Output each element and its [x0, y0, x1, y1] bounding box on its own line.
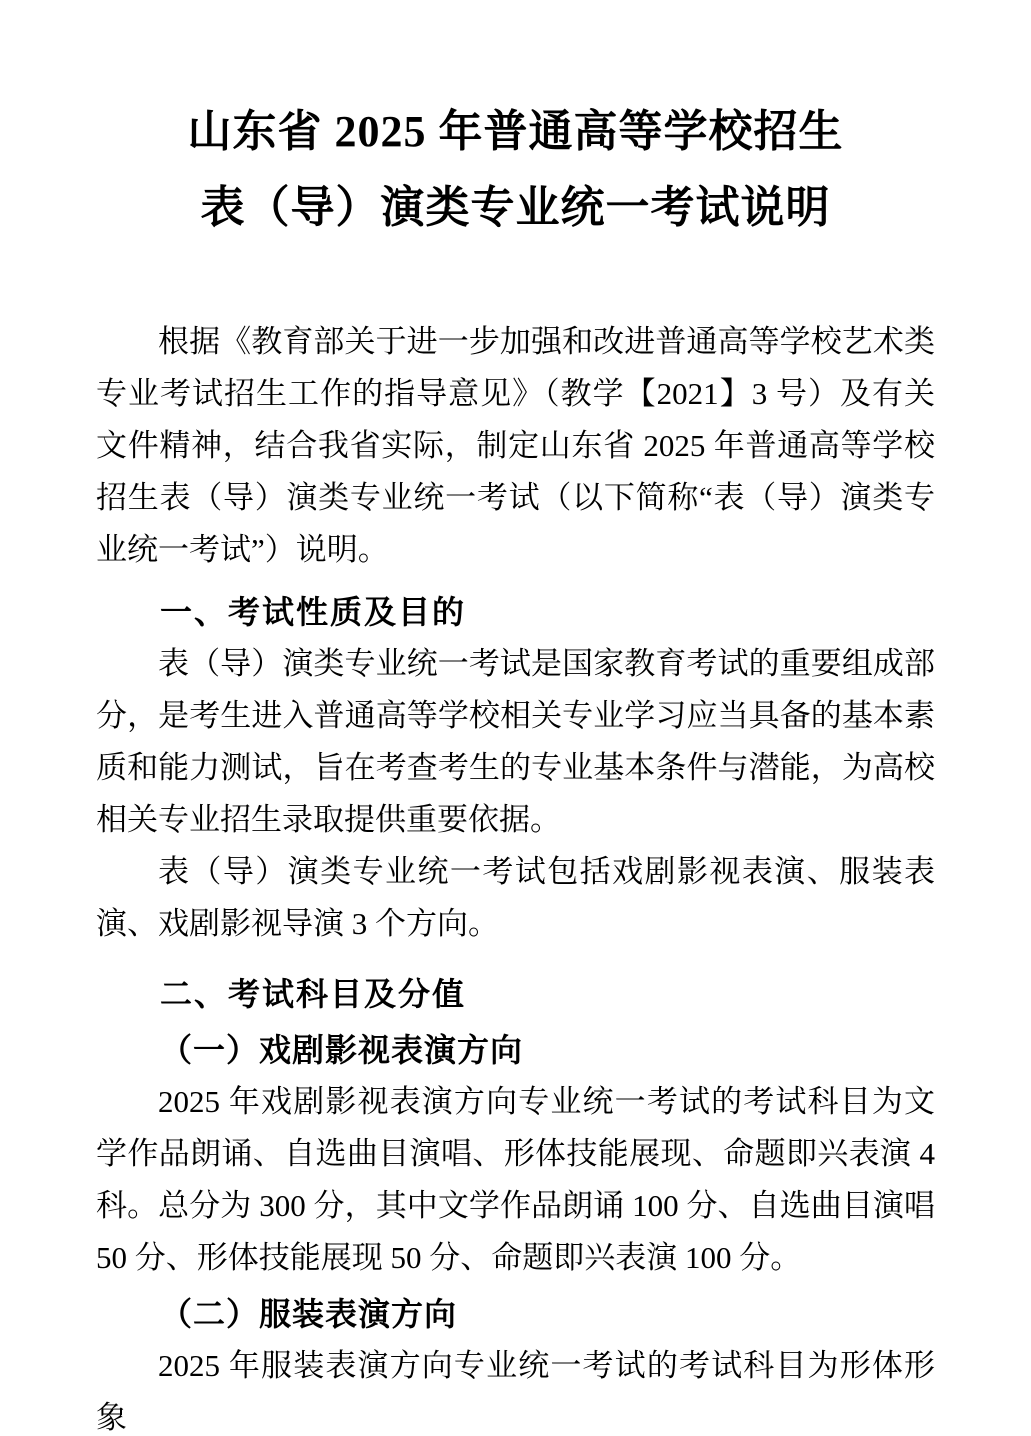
document-title-line-1: 山东省 2025 年普通高等学校招生: [187, 107, 844, 156]
intro-paragraph: 根据《教育部关于进一步加强和改进普通高等学校艺术类专业考试招生工作的指导意见》（教学【2021】3 号）及有关文件精神，结合我省实际，制定山东省 2025 年普通高等学校招生表（导）演类专业统一考试（以下简称“表（导）演类专业统一考试”）说明。: [96, 324, 935, 567]
section-2-sub-1-paragraph: 2025 年戏剧影视表演方向专业统一考试的考试科目为文学作品朗诵、自选曲目演唱、形体技能展现、命题即兴表演 4 科。总分为 300 分，其中文学作品朗诵 100 分、自选曲目演唱 50 分、形体技能展现 50 分、命题即兴表演 100 分。: [96, 1084, 935, 1275]
section-2-sub-2-heading: （二）服装表演方向: [160, 1296, 458, 1332]
section-1-heading: 一、考试性质及目的: [160, 594, 467, 630]
section-2-sub-2-paragraph: 2025 年服装表演方向专业统一考试的考试科目为形体形象: [96, 1348, 935, 1435]
section-2-sub-1-heading: （一）戏剧影视表演方向: [160, 1032, 524, 1068]
section-2-heading: 二、考试科目及分值: [160, 976, 467, 1012]
document-title-line-2: 表（导）演类专业统一考试说明: [200, 183, 831, 232]
section-1-paragraph-2: 表（导）演类专业统一考试包括戏剧影视表演、服装表演、戏剧影视导演 3 个方向。: [96, 854, 935, 941]
document-title: [96, 94, 935, 246]
section-1-paragraph-1: 表（导）演类专业统一考试是国家教育考试的重要组成部分，是考生进入普通高等学校相关专业学习应当具备的基本素质和能力测试，旨在考查考生的专业基本条件与潜能，为高校相关专业招生录取提供重要依据。: [96, 646, 935, 837]
document-content: [0, 94, 1031, 1436]
